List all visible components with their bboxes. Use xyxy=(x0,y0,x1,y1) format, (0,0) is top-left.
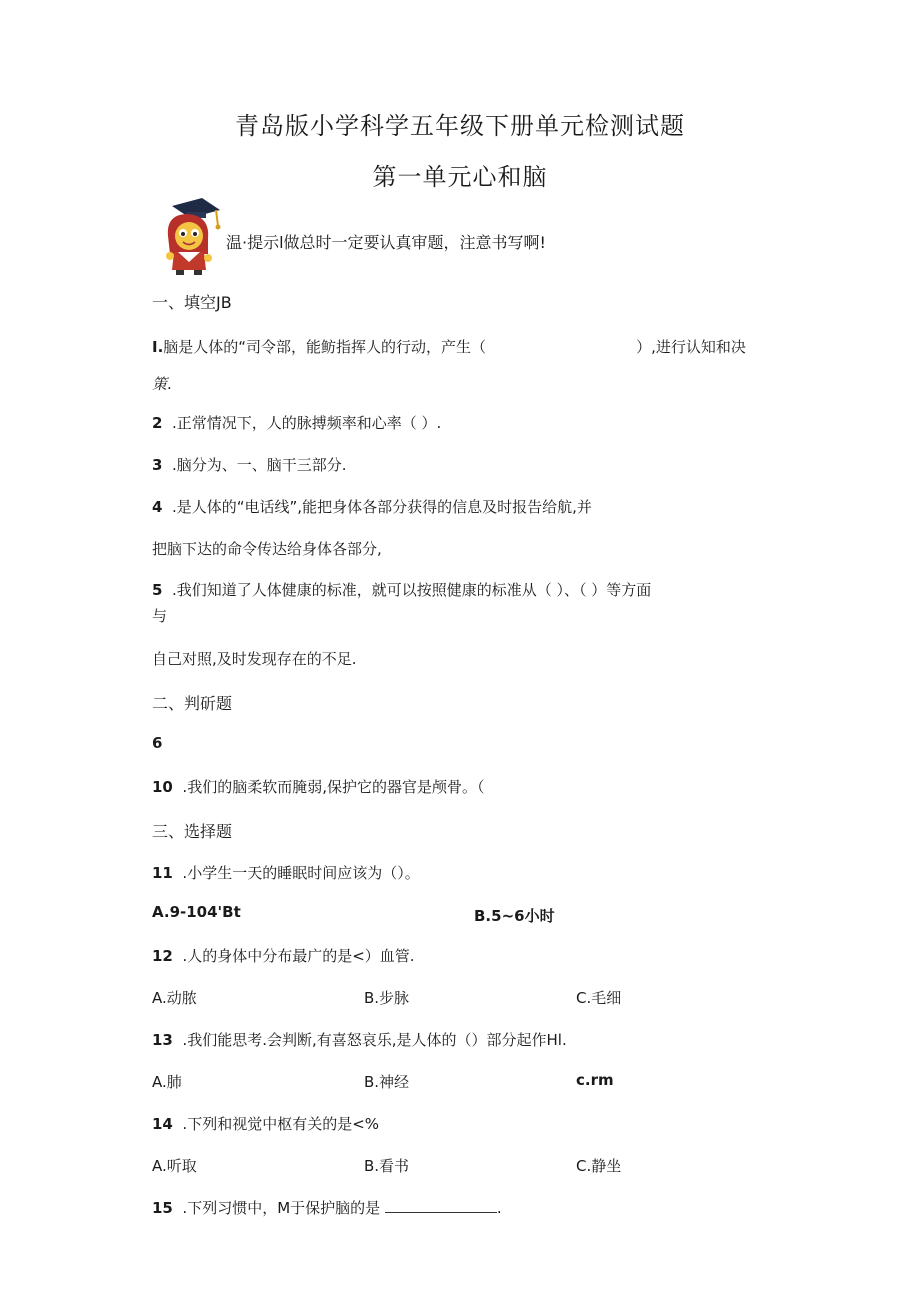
question-text: .下列和视觉中枢有关的是<% xyxy=(182,1115,380,1133)
question-1-continuation: 策. xyxy=(152,375,172,393)
graduate-mascot-icon xyxy=(158,196,230,276)
question-1 xyxy=(152,336,746,357)
question-text-end: . xyxy=(496,1199,502,1217)
reminder-tip: 温·提示l做总时一定要认真审题，注意书写啊! xyxy=(226,233,546,252)
question-number: 5 xyxy=(152,581,163,599)
question-text: .我们知道了人体健康的标准，就可以按照健康的标准从（ ）、（ ）等方面 xyxy=(171,581,652,599)
question-number: 15 xyxy=(152,1199,173,1217)
question-3 xyxy=(152,454,347,475)
question-text: .我们能思考.会判断,有喜怒哀乐,是人体的（）部分起作Hl. xyxy=(182,1031,567,1049)
question-number: 12 xyxy=(152,947,173,965)
question-number: 10 xyxy=(152,778,173,796)
option-b: B.神经 xyxy=(364,1073,410,1091)
question-text: .我们的脑柔软而腌弱,保护它的器官是颅骨。（ xyxy=(182,778,485,796)
question-6: 6 xyxy=(152,734,163,752)
question-2 xyxy=(152,412,441,433)
question-number: 14 xyxy=(152,1115,173,1133)
question-number: 2 xyxy=(152,414,163,432)
option-c: c.rm xyxy=(576,1071,614,1089)
question-13 xyxy=(152,1029,567,1050)
option-a: A.听取 xyxy=(152,1157,197,1175)
question-number: 11 xyxy=(152,864,173,882)
section-fill-heading: 一、填空JB xyxy=(152,293,232,312)
answer-blank[interactable] xyxy=(385,1198,497,1213)
option-c: C.毛细 xyxy=(576,989,622,1007)
question-number: I. xyxy=(152,338,164,356)
section-choice-heading: 三、选择题 xyxy=(152,822,233,841)
question-number: 13 xyxy=(152,1031,173,1049)
question-text: .正常情况下，人的脉搏频率和心率（ ）. xyxy=(171,414,442,432)
question-text-end: ）,进行认知和决 xyxy=(636,338,746,356)
question-number: 4 xyxy=(152,498,163,516)
option-a: A.动脓 xyxy=(152,989,197,1007)
page-subtitle: 第一单元心和脑 xyxy=(372,163,548,191)
question-5-continuation-1: 与 xyxy=(152,607,168,625)
option-a: A.9-104'Bt xyxy=(152,903,241,921)
question-10 xyxy=(152,776,484,797)
page-title: 青岛版小学科学五年级下册单元检测试题 xyxy=(235,112,685,140)
section-judge-heading: 二、判斫题 xyxy=(152,694,233,713)
question-11 xyxy=(152,862,420,883)
question-text: .是人体的“电话线”,能把身体各部分获得的信息及时报告给航,并 xyxy=(171,498,592,516)
option-b: B.5~6小时 xyxy=(474,907,555,925)
question-4-continuation: 把脑下达的命令传达给身体各部分, xyxy=(152,540,382,558)
option-c: C.静坐 xyxy=(576,1157,622,1175)
question-text: .小学生一天的睡眠时间应该为（）。 xyxy=(182,864,420,882)
question-15 xyxy=(152,1197,502,1218)
question-14 xyxy=(152,1113,379,1134)
question-number: 3 xyxy=(152,456,163,474)
question-5-continuation-2: 自己对照,及时发现存在的不足. xyxy=(152,650,357,668)
question-text: .下列习惯中，M于保护脑的是 xyxy=(182,1199,381,1217)
question-text: .脑分为、一、脑干三部分. xyxy=(171,456,347,474)
question-text: .人的身体中分布最广的是<）血管. xyxy=(182,947,415,965)
question-12 xyxy=(152,945,415,966)
option-a: A.肺 xyxy=(152,1073,182,1091)
option-b: B.步脉 xyxy=(364,989,410,1007)
question-4 xyxy=(152,496,592,517)
option-b: B.看书 xyxy=(364,1157,410,1175)
question-text: 脑是人体的“司令部，能鲂指挥人的行动，产生（ xyxy=(163,338,487,356)
question-5 xyxy=(152,579,651,600)
